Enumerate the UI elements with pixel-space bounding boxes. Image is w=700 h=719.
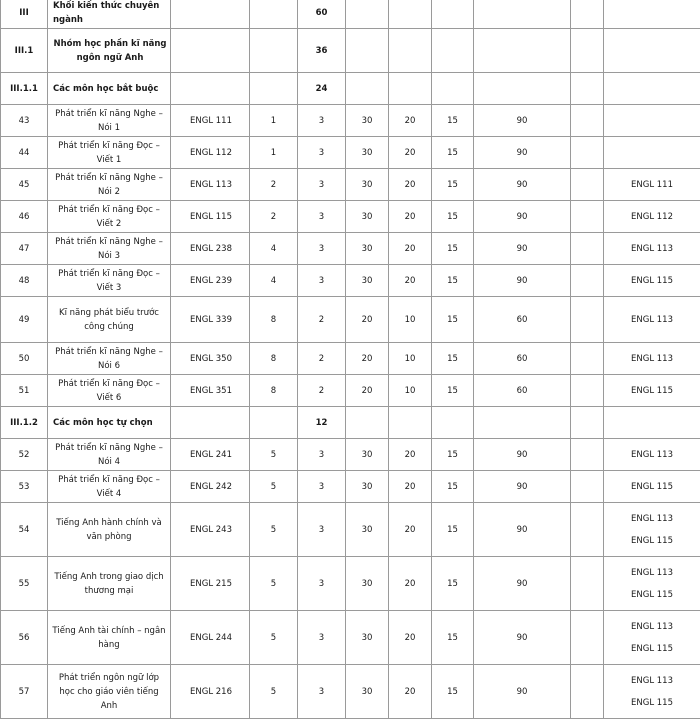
prerequisite-code: ENGL 113 — [607, 508, 697, 530]
hours-c: 15 — [432, 439, 474, 471]
course-code: ENGL 244 — [171, 611, 250, 665]
extra — [571, 557, 604, 611]
group-name: Các môn học bắt buộc — [48, 73, 171, 105]
hours-b: 20 — [389, 137, 432, 169]
hours-c: 15 — [432, 343, 474, 375]
hours-a: 30 — [346, 137, 389, 169]
group-name: Các môn học tự chọn — [48, 407, 171, 439]
credits: 2 — [298, 375, 346, 407]
table-row — [1, 201, 700, 233]
group-credits: 60 — [298, 0, 346, 29]
course-name: Phát triển kĩ năng Đọc – Viết 4 — [48, 471, 171, 503]
semester: 5 — [250, 557, 298, 611]
empty-cell — [604, 407, 700, 439]
row-number: 44 — [1, 137, 48, 169]
prerequisite — [604, 471, 700, 503]
group-name: Khối kiến thức chuyên ngành — [48, 0, 171, 29]
hours-b: 20 — [389, 233, 432, 265]
hours-c: 15 — [432, 297, 474, 343]
prerequisite — [604, 343, 700, 375]
hours-b: 10 — [389, 343, 432, 375]
empty-cell — [571, 407, 604, 439]
row-number: 45 — [1, 169, 48, 201]
semester: 5 — [250, 439, 298, 471]
semester: 2 — [250, 201, 298, 233]
extra — [571, 439, 604, 471]
course-code: ENGL 113 — [171, 169, 250, 201]
prerequisite-code: ENGL 115 — [607, 638, 697, 660]
hours-a: 30 — [346, 201, 389, 233]
course-code: ENGL 239 — [171, 265, 250, 297]
prerequisite-code: ENGL 113 — [607, 616, 697, 638]
credits: 3 — [298, 471, 346, 503]
course-name: Kĩ năng phát biểu trước công chúng — [48, 297, 171, 343]
empty-cell — [474, 407, 571, 439]
semester: 5 — [250, 471, 298, 503]
course-code: ENGL 111 — [171, 105, 250, 137]
hours-c: 15 — [432, 503, 474, 557]
semester: 8 — [250, 343, 298, 375]
hours-a: 30 — [346, 265, 389, 297]
hours-total: 90 — [474, 665, 571, 719]
prerequisite — [604, 375, 700, 407]
course-code: ENGL 115 — [171, 201, 250, 233]
prerequisite-code: ENGL 113 — [607, 444, 697, 466]
prerequisite-code: ENGL 115 — [607, 584, 697, 606]
prerequisite — [604, 665, 700, 719]
hours-a: 30 — [346, 665, 389, 719]
course-name: Phát triển kĩ năng Đọc – Viết 1 — [48, 137, 171, 169]
prerequisite — [604, 233, 700, 265]
hours-b: 20 — [389, 471, 432, 503]
prerequisite-code: ENGL 115 — [607, 476, 697, 498]
course-code: ENGL 241 — [171, 439, 250, 471]
course-name: Tiếng Anh trong giao dịch thương mại — [48, 557, 171, 611]
course-name: Phát triển ngôn ngữ lớp học cho giáo viên tiếng Anh — [48, 665, 171, 719]
course-name: Phát triển kĩ năng Đọc – Viết 6 — [48, 375, 171, 407]
credits: 3 — [298, 439, 346, 471]
course-name: Phát triển kĩ năng Đọc – Viết 3 — [48, 265, 171, 297]
course-name: Phát triển kĩ năng Nghe – Nói 2 — [48, 169, 171, 201]
hours-c: 15 — [432, 375, 474, 407]
semester: 1 — [250, 105, 298, 137]
extra — [571, 137, 604, 169]
table-row — [1, 297, 700, 343]
semester: 8 — [250, 375, 298, 407]
course-code: ENGL 215 — [171, 557, 250, 611]
prerequisite-code: ENGL 115 — [607, 530, 697, 552]
group-row — [1, 0, 700, 29]
semester: 1 — [250, 137, 298, 169]
hours-c: 15 — [432, 611, 474, 665]
hours-a: 30 — [346, 439, 389, 471]
course-code: ENGL 350 — [171, 343, 250, 375]
hours-c: 15 — [432, 665, 474, 719]
credits: 3 — [298, 503, 346, 557]
hours-c: 15 — [432, 557, 474, 611]
prerequisite — [604, 439, 700, 471]
extra — [571, 503, 604, 557]
prerequisite — [604, 201, 700, 233]
hours-c: 15 — [432, 265, 474, 297]
table-row — [1, 169, 700, 201]
semester: 2 — [250, 169, 298, 201]
hours-a: 30 — [346, 611, 389, 665]
prerequisite-code: ENGL 113 — [607, 348, 697, 370]
extra — [571, 233, 604, 265]
hours-total: 60 — [474, 375, 571, 407]
hours-total: 90 — [474, 611, 571, 665]
prerequisite-code: ENGL 113 — [607, 562, 697, 584]
course-code: ENGL 216 — [171, 665, 250, 719]
empty-cell — [432, 407, 474, 439]
credits: 2 — [298, 343, 346, 375]
extra — [571, 297, 604, 343]
empty-cell — [171, 407, 250, 439]
course-name: Tiếng Anh hành chính và văn phòng — [48, 503, 171, 557]
hours-b: 20 — [389, 169, 432, 201]
row-number: 56 — [1, 611, 48, 665]
row-number: 48 — [1, 265, 48, 297]
row-number: 54 — [1, 503, 48, 557]
table-row — [1, 137, 700, 169]
row-number: 57 — [1, 665, 48, 719]
hours-c: 15 — [432, 201, 474, 233]
hours-a: 20 — [346, 343, 389, 375]
extra — [571, 471, 604, 503]
hours-b: 20 — [389, 201, 432, 233]
hours-a: 20 — [346, 375, 389, 407]
row-number: 47 — [1, 233, 48, 265]
hours-total: 60 — [474, 297, 571, 343]
extra — [571, 105, 604, 137]
hours-c: 15 — [432, 169, 474, 201]
credits: 3 — [298, 137, 346, 169]
prerequisite-code: ENGL 111 — [607, 174, 697, 196]
extra — [571, 169, 604, 201]
table-row — [1, 665, 700, 719]
prerequisite — [604, 169, 700, 201]
empty-cell — [346, 407, 389, 439]
prerequisite-code: ENGL 112 — [607, 206, 697, 228]
semester: 4 — [250, 233, 298, 265]
hours-b: 20 — [389, 611, 432, 665]
group-credits: 24 — [298, 73, 346, 105]
course-name: Phát triển kĩ năng Nghe – Nói 6 — [48, 343, 171, 375]
hours-c: 15 — [432, 105, 474, 137]
prerequisite-code: ENGL 113 — [607, 238, 697, 260]
prerequisite-code: ENGL 115 — [607, 380, 697, 402]
extra — [571, 665, 604, 719]
row-number: 53 — [1, 471, 48, 503]
hours-c: 15 — [432, 471, 474, 503]
hours-total: 90 — [474, 137, 571, 169]
semester: 8 — [250, 297, 298, 343]
row-number: 52 — [1, 439, 48, 471]
course-code: ENGL 112 — [171, 137, 250, 169]
table-row — [1, 265, 700, 297]
semester: 5 — [250, 665, 298, 719]
hours-total: 90 — [474, 471, 571, 503]
row-number: 43 — [1, 105, 48, 137]
semester: 4 — [250, 265, 298, 297]
group-code: III.1.2 — [1, 407, 48, 439]
hours-total: 90 — [474, 169, 571, 201]
credits: 3 — [298, 169, 346, 201]
credits: 3 — [298, 265, 346, 297]
hours-total: 60 — [474, 343, 571, 375]
course-code: ENGL 339 — [171, 297, 250, 343]
hours-a: 30 — [346, 471, 389, 503]
row-number: 49 — [1, 297, 48, 343]
course-code: ENGL 243 — [171, 503, 250, 557]
hours-total: 90 — [474, 201, 571, 233]
row-number: 50 — [1, 343, 48, 375]
prerequisite-code: ENGL 113 — [607, 670, 697, 692]
credits: 3 — [298, 201, 346, 233]
credits: 3 — [298, 105, 346, 137]
hours-b: 10 — [389, 297, 432, 343]
group-credits: 36 — [298, 29, 346, 73]
empty-cell — [389, 407, 432, 439]
prerequisite — [604, 611, 700, 665]
hours-a: 30 — [346, 233, 389, 265]
table-row — [1, 557, 700, 611]
hours-a: 30 — [346, 105, 389, 137]
course-code: ENGL 242 — [171, 471, 250, 503]
credits: 3 — [298, 665, 346, 719]
credits: 3 — [298, 233, 346, 265]
hours-b: 20 — [389, 557, 432, 611]
extra — [571, 375, 604, 407]
table-row — [1, 375, 700, 407]
course-name: Tiếng Anh tài chính – ngân hàng — [48, 611, 171, 665]
table-row — [1, 611, 700, 665]
hours-b: 20 — [389, 105, 432, 137]
hours-c: 15 — [432, 137, 474, 169]
group-row — [1, 29, 700, 73]
prerequisite — [604, 265, 700, 297]
course-code: ENGL 238 — [171, 233, 250, 265]
group-code: III — [1, 0, 48, 29]
prerequisite — [604, 503, 700, 557]
table-row — [1, 233, 700, 265]
prerequisite — [604, 105, 700, 137]
credits: 3 — [298, 557, 346, 611]
group-row — [1, 73, 700, 105]
extra — [571, 343, 604, 375]
prerequisite-code: ENGL 115 — [607, 692, 697, 714]
group-code: III.1 — [1, 29, 48, 73]
semester: 5 — [250, 503, 298, 557]
course-name: Phát triển kĩ năng Nghe – Nói 1 — [48, 105, 171, 137]
table-row — [1, 343, 700, 375]
hours-a: 20 — [346, 297, 389, 343]
prerequisite-code: ENGL 113 — [607, 309, 697, 331]
hours-b: 20 — [389, 439, 432, 471]
row-number: 51 — [1, 375, 48, 407]
prerequisite — [604, 297, 700, 343]
extra — [571, 265, 604, 297]
course-name: Phát triển kĩ năng Nghe – Nói 4 — [48, 439, 171, 471]
table-row — [1, 503, 700, 557]
hours-a: 30 — [346, 557, 389, 611]
semester: 5 — [250, 611, 298, 665]
prerequisite — [604, 557, 700, 611]
prerequisite — [604, 137, 700, 169]
empty-cell — [250, 407, 298, 439]
credits: 3 — [298, 611, 346, 665]
hours-b: 20 — [389, 665, 432, 719]
prerequisite-code: ENGL 115 — [607, 270, 697, 292]
hours-total: 90 — [474, 265, 571, 297]
hours-c: 15 — [432, 233, 474, 265]
hours-b: 20 — [389, 503, 432, 557]
group-name: Nhóm học phần kĩ năng ngôn ngữ Anh — [48, 29, 171, 73]
table-row — [1, 105, 700, 137]
course-name: Phát triển kĩ năng Nghe – Nói 3 — [48, 233, 171, 265]
hours-a: 30 — [346, 503, 389, 557]
extra — [571, 611, 604, 665]
row-number: 46 — [1, 201, 48, 233]
hours-total: 90 — [474, 105, 571, 137]
hours-b: 10 — [389, 375, 432, 407]
table-row — [1, 439, 700, 471]
hours-total: 90 — [474, 233, 571, 265]
group-code: III.1.1 — [1, 73, 48, 105]
hours-b: 20 — [389, 265, 432, 297]
credits: 2 — [298, 297, 346, 343]
hours-total: 90 — [474, 439, 571, 471]
group-credits: 12 — [298, 407, 346, 439]
hours-total: 90 — [474, 557, 571, 611]
hours-a: 30 — [346, 169, 389, 201]
course-code: ENGL 351 — [171, 375, 250, 407]
table-row — [1, 471, 700, 503]
course-name: Phát triển kĩ năng Đọc – Viết 2 — [48, 201, 171, 233]
row-number: 55 — [1, 557, 48, 611]
group-row — [1, 407, 700, 439]
hours-total: 90 — [474, 503, 571, 557]
extra — [571, 201, 604, 233]
